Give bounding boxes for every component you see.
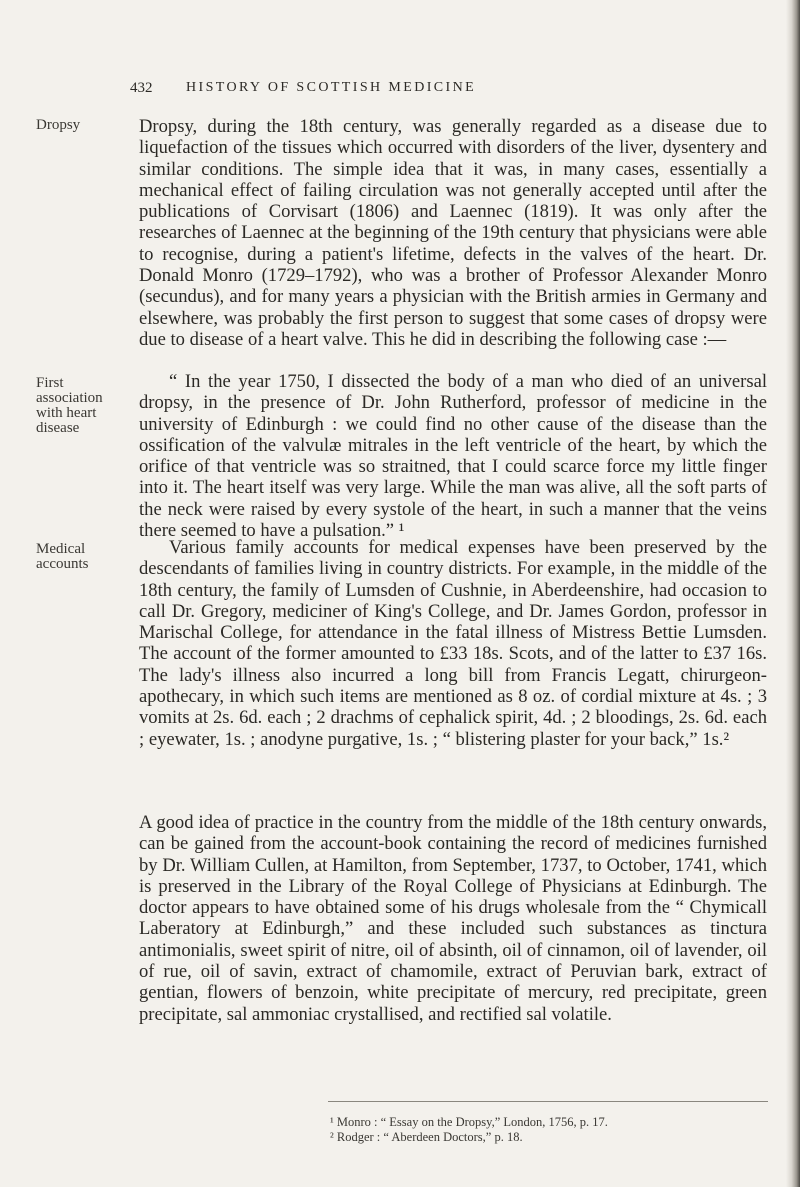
running-title: HISTORY OF SCOTTISH MEDICINE <box>186 80 477 95</box>
paragraph-medical-accounts <box>139 537 767 750</box>
footnote-2: ² Rodger : “ Aberdeen Doctors,” p. 18. <box>330 1130 523 1144</box>
page-edge-shadow <box>786 0 800 1187</box>
footnote-rule <box>328 1101 768 1102</box>
footnotes <box>330 1115 770 1145</box>
margin-note-dropsy: Dropsy <box>36 117 81 133</box>
paragraph-text: Various family accounts for medical expenses have been preserved by the descendants of families living in country districts. For example, in the middle of the 18th century, the family of Lumsden of Cushnie, in Aberdeenshire, had occasion to call Dr. Gregory, mediciner of King's College, and Dr. James Gordon, professor in Marischal College, for attendance in the fatal illness of Mistress Bettie Lumsden. The account of the former amounted to £33 18s. Scots, and of the latter to £37 16s. The lady's illness also incurred a long bill from Francis Legatt, chirurgeon-apothecary, in which such items are mentioned as 8 oz. of cordial mixture at 4s. ; 3 vomits at 2s. 6d. each ; 2 drachms of cephalick spirit, 4d. ; 2 bloodings, 2s. 6d. each ; eyewater, 1s. ; anodyne purgative, 1s. ; “ blistering plaster for your back,” 1s.² <box>139 537 767 750</box>
paragraph-text: A good idea of practice in the country from the middle of the 18th century onwards, can be gained from the account-book containing the record of medicines furnished by Dr. William Cullen, at Hamilton, from September, 1737, to October, 1741, which is preserved in the Library of the Royal College of Physicians at Edinburgh. The doctor appears to have obtained some of his drugs wholesale from the “ Chymicall Laberatory at Edinburgh,” and these included such substances as tinctura antimonialis, sweet spirit of nitre, oil of absinth, oil of cinnamon, oil of lavender, oil of rue, oil of savin, extract of chamomile, extract of Peruvian bark, extract of gentian, flowers of benzoin, white precipitate of mercury, red precipitate, green precipitate, sal ammoniac crystallised, and rectified sal volatile. <box>139 812 767 1025</box>
margin-note-first-association: First association with heart disease <box>36 375 103 436</box>
paragraph-dropsy <box>139 116 767 350</box>
paragraph-quotation <box>139 371 767 541</box>
footnote-1: ¹ Monro : “ Essay on the Dropsy,” London, 1756, p. 17. <box>330 1115 608 1129</box>
paragraph-cullen-account-book <box>139 812 767 1025</box>
page-number: 432 <box>130 80 153 96</box>
paragraph-text: “ In the year 1750, I dissected the body of a man who died of an universal dropsy, in the presence of Dr. John Rutherford, professor of medicine in the university of Edinburgh : we could find no other cause of the disease than the ossification of the valvulæ mitrales in the left ventricle of the heart, by which the orifice of that ventricle was so straitned, that I could scarce force my little finger into it. The heart itself was very large. While the man was alive, all the soft parts of the neck were raised by every systole of the heart, in such a manner that the veins there seemed to have a pulsation.” ¹ <box>139 371 767 542</box>
paragraph-text: Dropsy, during the 18th century, was generally regarded as a disease due to liquefaction of the tissues which occurred with disorders of the liver, dysentery and similar conditions. The simple idea that it was, in many cases, essentially a mechanical effect of failing circulation was not generally accepted until after the publications of Corvisart (1806) and Laennec (1819). It was only after the researches of Laennec at the beginning of the 19th century that physicians were able to recognise, during a patient's lifetime, defects in the valves of the heart. Dr. Donald Monro (1729–1792), who was a brother of Professor Alexander Monro (secundus), and for many years a physician with the British armies in Germany and elsewhere, was probably the first person to suggest that some cases of dropsy were due to disease of a heart valve. This he did in describing the following case :— <box>139 116 767 350</box>
margin-note-medical-accounts: Medical accounts <box>36 541 89 572</box>
